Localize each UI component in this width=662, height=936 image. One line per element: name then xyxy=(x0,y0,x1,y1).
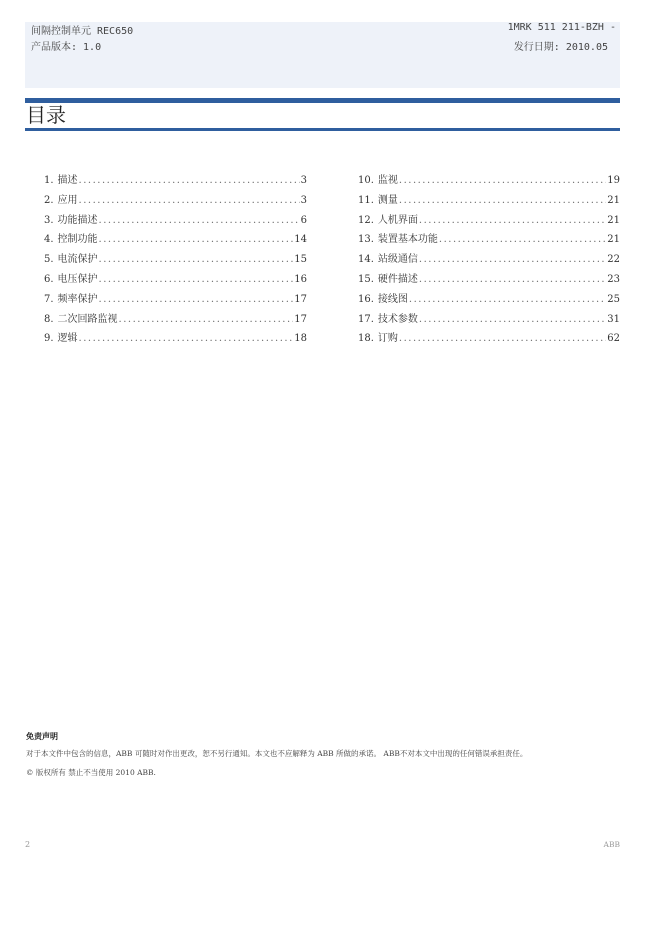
toc-entry-number: 10. xyxy=(358,175,374,186)
toc-entry-leader xyxy=(419,254,606,265)
toc-entry[interactable] xyxy=(358,270,620,290)
toc-entry-label: 频率保护 xyxy=(57,293,98,305)
toc-entry-page: 21 xyxy=(607,194,620,206)
toc-entry-leader xyxy=(99,234,294,245)
title-rule-top xyxy=(25,98,620,103)
toc-entry-leader xyxy=(99,274,294,285)
toc-entry-number: 18. xyxy=(358,333,374,345)
toc-entry-label: 站级通信 xyxy=(377,254,418,266)
toc-entry-leader xyxy=(409,294,606,305)
toc-entry[interactable] xyxy=(44,211,307,231)
toc-entry-number: 5. xyxy=(44,254,54,266)
toc-entry-page: 16 xyxy=(294,273,307,285)
toc-entry-label: 描述 xyxy=(57,175,78,186)
toc-entry-page: 14 xyxy=(294,234,307,246)
toc-entry-label: 应用 xyxy=(57,194,78,206)
toc-right-column xyxy=(358,171,620,349)
toc-entry-leader xyxy=(439,234,606,245)
toc-entry-number: 9. xyxy=(44,333,54,345)
toc-entry[interactable] xyxy=(358,310,620,330)
toc-entry-page: 6 xyxy=(300,214,307,226)
toc-entry-page: 3 xyxy=(300,194,307,206)
toc-entry-label: 技术参数 xyxy=(377,313,418,325)
toc-entry[interactable] xyxy=(44,290,307,310)
toc-entry-number: 15. xyxy=(358,273,374,285)
toc-entry-page: 3 xyxy=(300,175,307,186)
toc-entry-leader xyxy=(419,314,606,325)
title-rule-bottom xyxy=(25,128,620,131)
toc-entry-number: 13. xyxy=(358,234,374,246)
toc-entry-number: 11. xyxy=(358,194,374,206)
toc-entry[interactable] xyxy=(358,290,620,310)
page-title: 目录 xyxy=(26,103,66,127)
toc-entry-label: 测量 xyxy=(377,194,398,206)
toc-entry-label: 控制功能 xyxy=(57,234,98,246)
toc-entry[interactable] xyxy=(358,211,620,231)
toc-entry-label: 二次回路监视 xyxy=(57,313,118,325)
toc-entry-leader xyxy=(399,175,606,186)
copyright-notice: © 版权所有 禁止不当使用 2010 ABB. xyxy=(26,768,156,777)
toc-entry-label: 人机界面 xyxy=(377,214,418,226)
toc-entry-number: 14. xyxy=(358,254,374,266)
toc-entry-number: 12. xyxy=(358,214,374,226)
toc-entry-label: 电压保护 xyxy=(57,273,98,285)
toc-entry-label: 接线图 xyxy=(377,293,408,305)
toc-entry[interactable] xyxy=(44,230,307,250)
page-number: 2 xyxy=(25,840,31,849)
toc-entry-leader xyxy=(79,333,294,344)
disclaimer-title: 免责声明 xyxy=(26,732,58,741)
toc-entry[interactable] xyxy=(358,171,620,191)
toc-entry-leader xyxy=(119,314,294,325)
toc-entry-label: 订购 xyxy=(377,333,398,345)
toc-entry-number: 6. xyxy=(44,273,54,285)
toc-entry-page: 17 xyxy=(294,313,307,325)
toc-entry-leader xyxy=(399,333,606,344)
footer-brand: ABB xyxy=(603,840,620,849)
header-issue-date: 发行日期: 2010.05 xyxy=(513,42,608,53)
toc-entry-number: 7. xyxy=(44,293,54,305)
toc-entry-leader xyxy=(99,254,294,265)
toc-entry-page: 21 xyxy=(607,214,620,226)
toc-entry[interactable] xyxy=(44,310,307,330)
toc-entry-number: 17. xyxy=(358,313,374,325)
toc-entry-page: 62 xyxy=(607,333,620,345)
toc-entry-number: 3. xyxy=(44,214,54,226)
header-product: 间隔控制单元 REC650 xyxy=(31,26,134,37)
toc-entry[interactable] xyxy=(358,191,620,211)
toc-entry-label: 逻辑 xyxy=(57,333,78,345)
toc-entry-number: 8. xyxy=(44,313,54,325)
toc-entry[interactable] xyxy=(44,329,307,349)
toc-entry-page: 25 xyxy=(607,293,620,305)
toc-entry-leader xyxy=(99,294,294,305)
toc-entry-label: 监视 xyxy=(377,175,398,186)
toc-entry-page: 23 xyxy=(607,273,620,285)
header-version: 产品版本: 1.0 xyxy=(31,42,102,53)
toc-entry[interactable] xyxy=(44,250,307,270)
toc-entry-page: 18 xyxy=(294,333,307,345)
toc-entry[interactable] xyxy=(44,171,307,191)
toc-entry[interactable] xyxy=(44,191,307,211)
toc-entry-leader xyxy=(79,175,300,186)
toc-entry-label: 功能描述 xyxy=(57,214,98,226)
toc-entry-page: 19 xyxy=(607,175,620,186)
toc-entry-label: 电流保护 xyxy=(57,254,98,266)
toc-entry[interactable] xyxy=(358,230,620,250)
toc-entry-page: 22 xyxy=(607,254,620,266)
toc-left-column xyxy=(44,171,307,349)
toc-entry-leader xyxy=(399,195,606,206)
toc-entry-number: 1. xyxy=(44,175,54,186)
header-doc-id: 1MRK 511 211-BZH - xyxy=(507,22,616,33)
toc-entry-number: 16. xyxy=(358,293,374,305)
toc-entry-leader xyxy=(79,195,300,206)
toc-entry-number: 4. xyxy=(44,234,54,246)
toc-entry[interactable] xyxy=(358,329,620,349)
toc-entry-leader xyxy=(419,274,606,285)
toc-entry-number: 2. xyxy=(44,194,54,206)
toc-entry-leader xyxy=(419,215,606,226)
toc-entry-page: 31 xyxy=(607,313,620,325)
toc-entry-page: 15 xyxy=(294,254,307,266)
toc-entry-label: 装置基本功能 xyxy=(377,234,438,246)
toc-entry[interactable] xyxy=(358,250,620,270)
disclaimer-text: 对于本文件中包含的信息，ABB 可随时对作出更改，恕不另行通知。本文也不应解释为 ABB 所做的承诺。 ABB不对本文中出现的任何错误承担责任。 xyxy=(26,749,528,758)
toc-entry-leader xyxy=(99,215,300,226)
toc-entry-page: 21 xyxy=(607,234,620,246)
toc-entry-page: 17 xyxy=(294,293,307,305)
toc-entry-label: 硬件描述 xyxy=(377,273,418,285)
toc-entry[interactable] xyxy=(44,270,307,290)
